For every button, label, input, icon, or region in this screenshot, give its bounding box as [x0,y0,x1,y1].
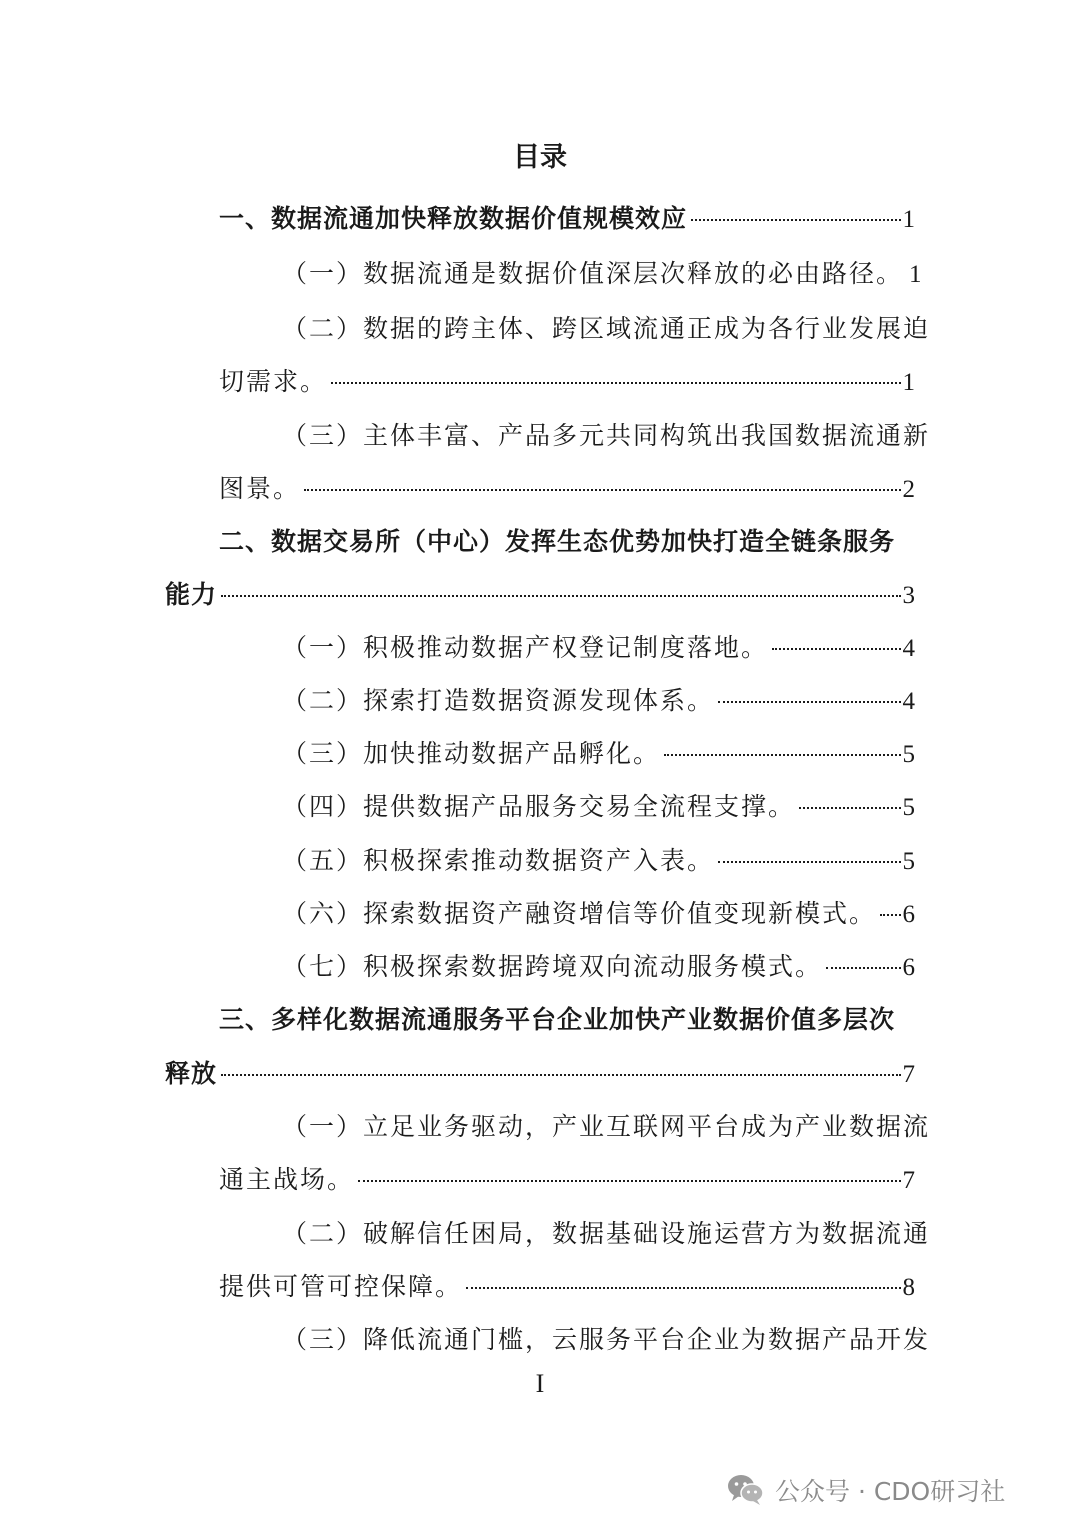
toc-page-number: 1 [902,206,915,233]
toc-page-number: 1 [909,261,922,288]
toc-entry [282,257,922,292]
toc-entry-text: 二、数据交易所（中心）发挥生态优势加快打造全链条服务 [219,527,896,556]
toc-entry [165,578,915,613]
toc-entry-text: 通主战场。 [219,1165,355,1194]
toc-page-number: 5 [902,794,915,821]
toc-leader-dots [718,861,900,863]
toc-page-number: 2 [902,476,915,503]
toc-entry [219,202,915,237]
toc-entry-text: 一、数据流通加快释放数据价值规模效应 [219,204,688,233]
toc-entry [282,631,915,666]
toc-entry-text: 切需求。 [219,367,328,396]
toc-entry [282,790,915,825]
toc-leader-dots [304,489,900,491]
toc-leader-dots [880,914,900,916]
toc-entry-text: （二）破解信任困局，数据基础设施运营方为数据流通 [282,1219,931,1248]
toc-page-number: 4 [902,688,915,715]
toc-page-number: 6 [902,954,915,981]
toc-page-number: 8 [902,1274,915,1301]
toc-entry [282,737,915,772]
toc-entry-text: （一）数据流通是数据价值深层次释放的必由路径。 [282,259,904,288]
toc-entry [282,1110,931,1144]
toc-page-number: 4 [902,635,915,662]
toc-leader-dots [799,807,900,809]
watermark-text: 公众号 · CDO研习社 [775,1477,1006,1506]
toc-page-number: 6 [902,901,915,928]
toc-entry-text: （四）提供数据产品服务交易全流程支撑。 [282,792,796,821]
toc-entry-text: 释放 [165,1059,218,1088]
toc-entry [282,1217,931,1251]
toc-page-number: 5 [902,848,915,875]
toc-entry-text: 三、多样化数据流通服务平台企业加快产业数据价值多层次 [219,1005,896,1034]
toc-entry-text: （三）主体丰富、产品多元共同构筑出我国数据流通新 [282,421,931,450]
toc-entry-text: 图景。 [219,474,301,503]
toc-entry [282,1323,931,1357]
toc-entry [219,525,915,559]
toc-page-number: 5 [902,741,915,768]
toc-entry [282,684,915,719]
toc-leader-dots [772,648,900,650]
wechat-icon [727,1473,765,1507]
toc-leader-dots [331,382,900,384]
toc-leader-dots [466,1287,900,1289]
toc-title: 目录 [513,142,567,173]
toc-entry-text: 能力 [165,580,218,609]
toc-entry [282,950,915,985]
toc-page-number: 7 [902,1061,915,1088]
toc-entry-text: （二）探索打造数据资源发现体系。 [282,686,715,715]
toc-entry-text: （一）立足业务驱动，产业互联网平台成为产业数据流 [282,1112,931,1141]
toc-entry-text: （二）数据的跨主体、跨区域流通正成为各行业发展迫 [282,314,931,343]
toc-leader-dots [221,1074,900,1076]
toc-entry-text: （三）加快推动数据产品孵化。 [282,739,661,768]
toc-entry [282,312,931,346]
toc-entry [282,897,915,932]
toc-leader-dots [358,1180,900,1182]
toc-entry [165,1057,915,1092]
toc-entry-text: （三）降低流通门槛，云服务平台企业为数据产品开发 [282,1325,931,1354]
toc-entry [219,365,915,400]
toc-entry [219,472,915,507]
watermark [727,1470,1005,1510]
toc-leader-dots [691,219,900,221]
toc-entry-text: （六）探索数据资产融资增信等价值变现新模式。 [282,899,877,928]
toc-entry-text: （七）积极探索数据跨境双向流动服务模式。 [282,952,823,981]
toc-entry [219,1163,915,1198]
toc-entry-text: 提供可管可控保障。 [219,1272,463,1301]
toc-entry-text: （五）积极探索推动数据资产入表。 [282,846,715,875]
toc-leader-dots [826,967,900,969]
toc-page-number: 3 [902,582,915,609]
toc-leader-dots [718,701,900,703]
toc-page-number: 1 [902,369,915,396]
toc-page-number: 7 [902,1167,915,1194]
toc-leader-dots [221,595,900,597]
toc-entry [282,844,915,879]
toc-entry-text: （一）积极推动数据产权登记制度落地。 [282,633,769,662]
toc-entry [219,1003,915,1037]
toc-entry [219,1270,915,1305]
page-number: I [535,1369,545,1398]
toc-leader-dots [664,754,900,756]
toc-entry [282,419,931,453]
